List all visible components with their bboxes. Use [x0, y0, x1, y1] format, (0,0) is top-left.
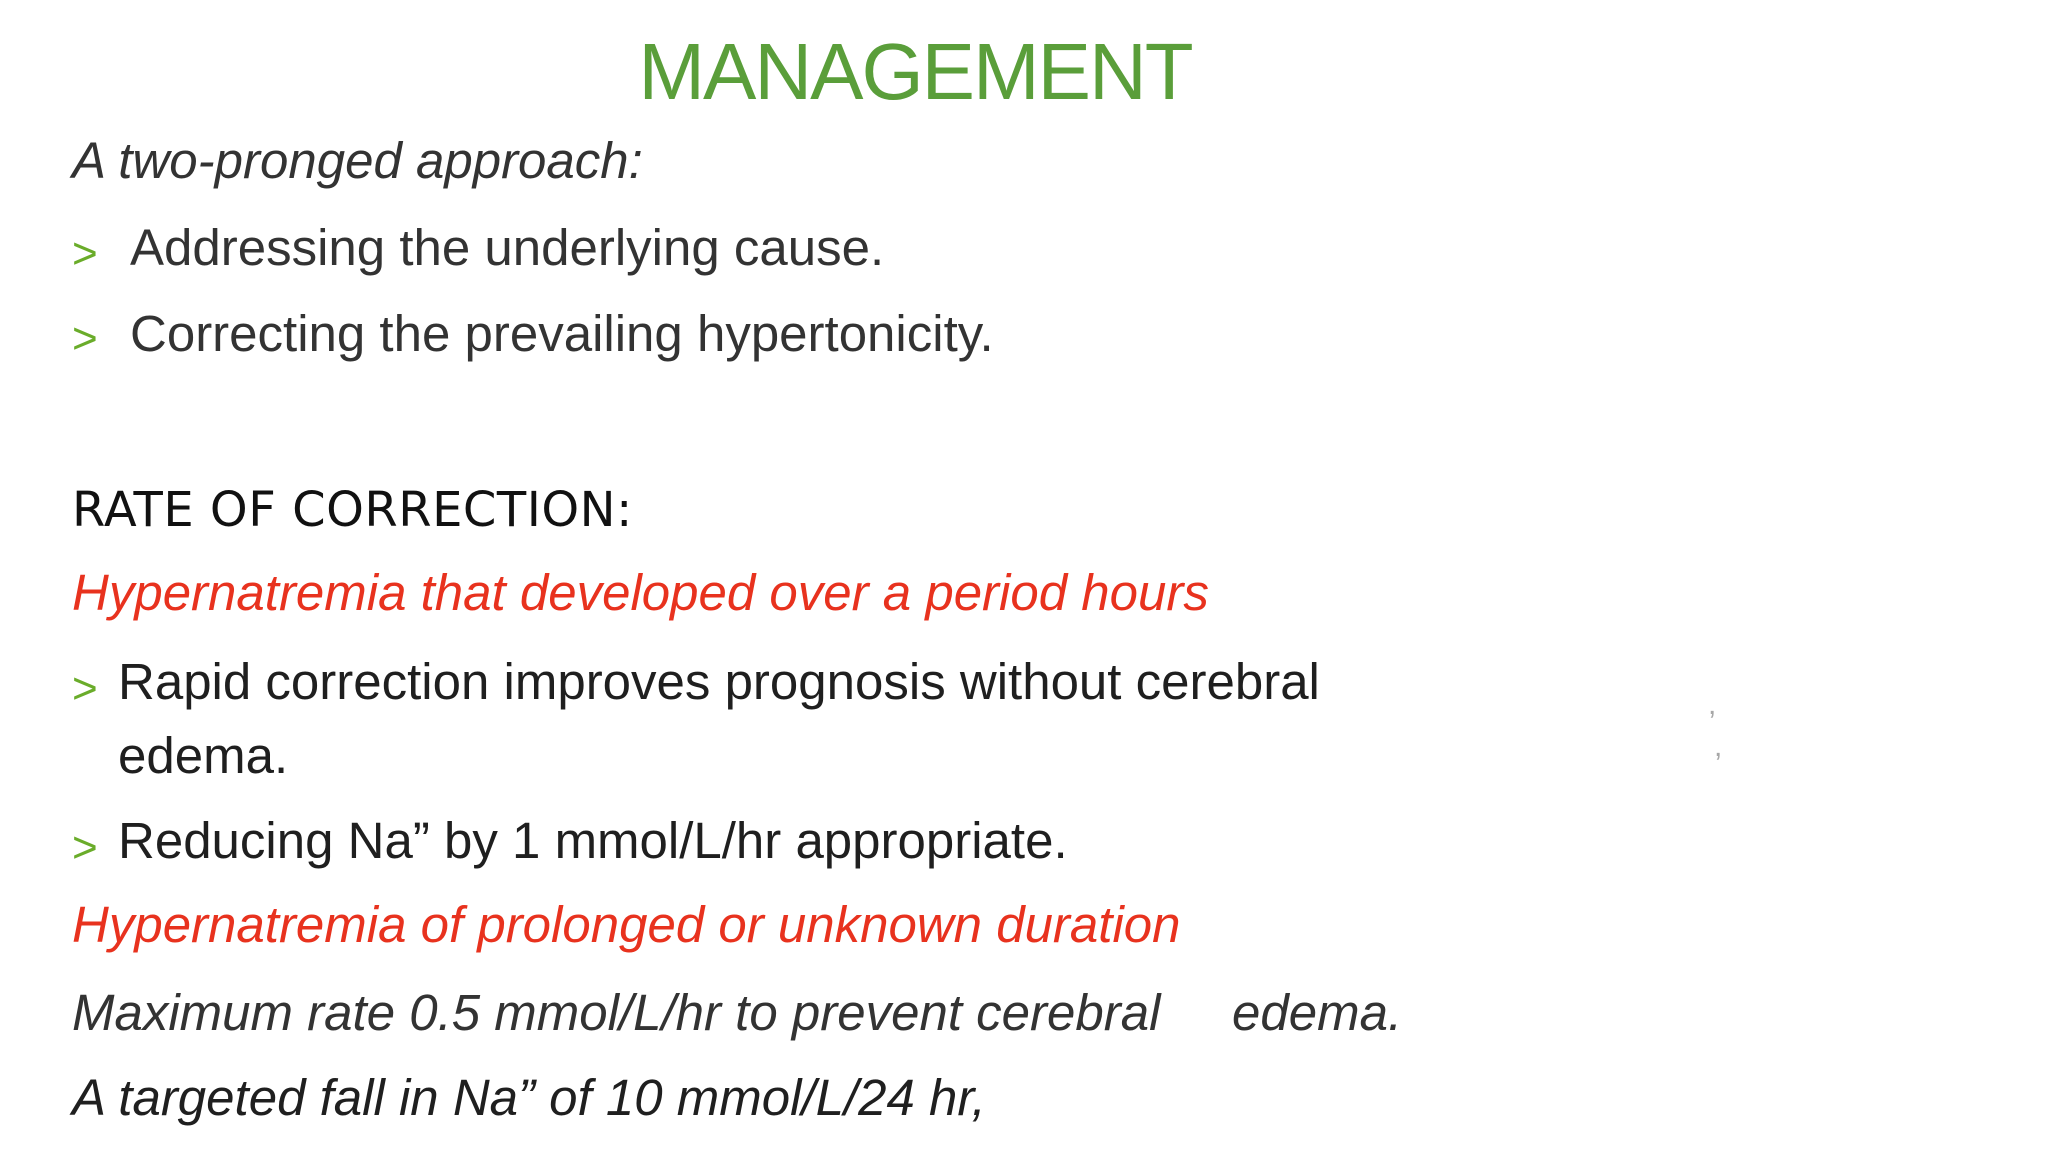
intro-text: A two-pronged approach:: [72, 132, 643, 189]
stray-mark: ,: [1714, 730, 1723, 763]
chronic-heading: Hypernatremia of prolonged or unknown duration: [72, 896, 1181, 953]
chronic-line-1b: edema.: [1232, 984, 1403, 1041]
chronic-line-1a: Maximum rate 0.5 mmol/L/hr to prevent cerebral: [72, 984, 1161, 1041]
chronic-line-2: A targeted fall in Na” of 10 mmol/L/24 hr,: [72, 1069, 986, 1126]
acute-bullet-2: Reducing Na” by 1 mmol/L/hr appropriate.: [118, 812, 1068, 869]
acute-bullet-1-line-1: Rapid correction improves prognosis without cerebral: [118, 653, 1320, 710]
approach-bullet-2: Correcting the prevailing hypertonicity.: [130, 305, 994, 362]
bullet-arrow-icon: >: [72, 314, 98, 363]
bullet-arrow-icon: >: [72, 229, 98, 278]
acute-bullet-1-line-2: edema.: [118, 727, 289, 784]
approach-bullet-1: Addressing the underlying cause.: [130, 219, 885, 276]
bullet-arrow-icon: >: [72, 664, 98, 713]
acute-heading: Hypernatremia that developed over a period hours: [72, 564, 1209, 621]
slide-title: MANAGEMENT: [638, 27, 1192, 116]
bullet-arrow-icon: >: [72, 823, 98, 872]
rate-heading: RATE OF CORRECTION:: [72, 482, 633, 538]
stray-mark: ,: [1708, 688, 1717, 721]
